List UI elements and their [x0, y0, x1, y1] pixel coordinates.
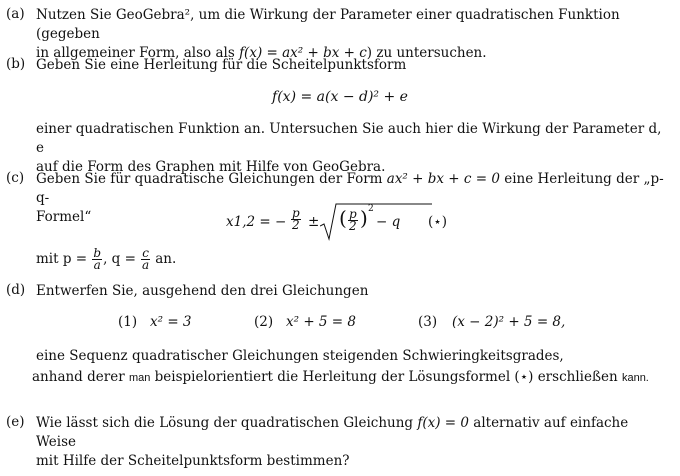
item-e-text: [36, 414, 672, 471]
item-e-line1: [36, 414, 672, 452]
item-d-kann: kann.: [621, 372, 649, 384]
item-a-text: [36, 6, 672, 63]
item-b-line1: Geben Sie eine Herleitung für die Scheitelpunktsform: [36, 57, 407, 73]
eq1: x² = 3: [150, 314, 192, 330]
item-d-text: [36, 282, 672, 301]
item-c-line1-post: eine Herleitung der „p-q-: [36, 171, 664, 206]
pq-paren-frac: (: [339, 206, 347, 230]
item-e-label: (e): [6, 414, 25, 430]
item-d-man: man: [128, 372, 151, 384]
item-b-line4: auf die Form des Graphen mit Hilfe von GeoGebra.: [36, 159, 386, 175]
equations-row: [0, 314, 680, 334]
pq-star-label: (⋆): [428, 214, 447, 230]
item-e-line2: mit Hilfe der Scheitelpunktsform bestimmen?: [36, 453, 350, 469]
mit-frac-c-a: [141, 248, 150, 271]
item-d-line4-mid: beispielorientiert die Herleitung der Lösungsformel (⋆) erschließen: [150, 369, 622, 385]
item-e-line1-post: alternativ auf einfache Weise: [36, 415, 629, 450]
mit-a1: a: [93, 258, 101, 272]
item-b-label: (b): [6, 56, 26, 72]
eq2: x² + 5 = 8: [286, 314, 356, 330]
pq-inner-p: p: [349, 207, 357, 221]
item-c-cont-text: [36, 248, 672, 271]
item-d-cont-text: [32, 346, 672, 389]
scheitelpunkt-formula: f(x) = a(x − d)² + e: [272, 89, 408, 105]
item-e-formula: f(x) = 0: [417, 415, 469, 431]
pq-pm: ±: [308, 214, 320, 230]
pq-inner-frac: [348, 209, 358, 232]
item-d-line1: Entwerfen Sie, ausgehend den drei Gleichungen: [36, 283, 369, 299]
item-d-label: (d): [6, 282, 26, 298]
mit-frac-b-a: [92, 248, 102, 271]
item-b-text: [36, 56, 672, 75]
item-a-label: (a): [6, 6, 25, 22]
pq-formula: [226, 202, 476, 242]
item-d-line4: [32, 367, 672, 389]
eq2-label: (2): [254, 314, 274, 330]
mit-a2: a: [141, 258, 150, 272]
item-b-line3: einer quadratischen Funktion an. Untersuchen Sie auch hier die Wirkung der Parameter d, e: [36, 121, 662, 156]
pq-frac-2: 2: [292, 218, 300, 232]
mit-c: c: [142, 246, 149, 260]
pq-frac-p: p: [292, 206, 300, 220]
item-c-label: (c): [6, 170, 25, 186]
eq3: (x − 2)² + 5 = 8,: [452, 314, 566, 330]
pq-frac-p2: [291, 208, 301, 231]
item-a-line2-pre: in allgemeiner Form, also als: [36, 45, 240, 61]
pq-inner-2: 2: [349, 219, 357, 233]
item-a-line1: Nutzen Sie GeoGebra², um die Wirkung der Parameter einer quadratischen Funktion (gegeben: [36, 7, 620, 42]
item-d-line3: eine Sequenz quadratischer Gleichungen steigenden Schwieringkeitsgrades,: [36, 348, 564, 364]
eq3-label: (3): [418, 314, 438, 330]
item-a-formula: f(x) = ax² + bx + c: [239, 45, 367, 61]
eq1-label: (1): [118, 314, 138, 330]
pq-paren-close: ): [360, 206, 368, 230]
item-a-line2-post: ) zu untersuchen.: [366, 45, 487, 61]
item-c-line1-pre: Geben Sie für quadratische Gleichungen der Form: [36, 171, 387, 187]
mit-mid: , q =: [103, 251, 141, 267]
item-d-line4-pre: anhand derer: [32, 369, 129, 385]
mit-post: an.: [150, 251, 177, 267]
mit-pre: mit p =: [36, 251, 92, 267]
mit-b: b: [93, 246, 102, 260]
item-c-formula: ax² + bx + c = 0: [386, 171, 500, 187]
item-e-line1-pre: Wie lässt sich die Lösung der quadratischen Gleichung: [36, 415, 418, 431]
pq-minus-q: − q: [376, 214, 401, 230]
pq-lhs: x1,2 = −: [226, 214, 287, 230]
pq-square-exp: 2: [368, 204, 374, 214]
item-c-line2: Formel“: [36, 209, 92, 225]
item-b-cont-text: [36, 120, 672, 177]
